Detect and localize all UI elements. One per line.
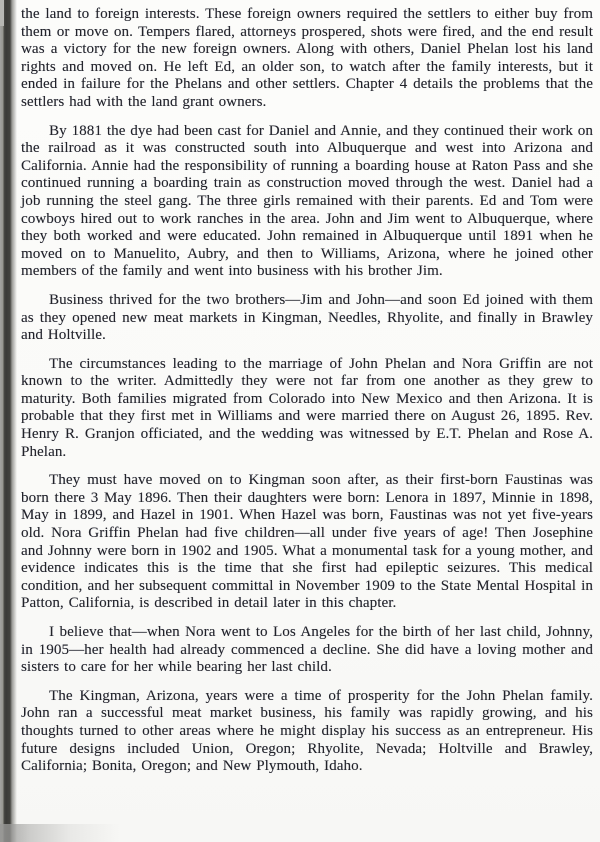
paragraph-marriage: The circumstances leading to the marriage of John Phelan and Nora Griffin are not known to the writer. Admittedly they were not far from one another as they grew to maturity. Both families migrated from Colorado into New Mexico and then Arizona. It is probable that they first met in Williams and were married there on August 26, 1895. Rev. Henry R. Granjon officiated, and the wedding was witnessed by E.T. Phelan and Rose A. Phelan. <box>21 355 593 460</box>
paragraph-meat-markets: Business thrived for the two brothers—Jim and John—and soon Ed joined with them as they opened new meat markets in Kingman, Needles, Rhyolite, and finally in Brawley and Holtville. <box>21 291 593 344</box>
paragraph-continued-from-previous-page: the land to foreign interests. These foreign owners required the settlers to either buy from them or move on. Tempers flared, attorneys prospered, shots were fired, and the end result was a victory for the new foreign owners. Along with others, Daniel Phelan lost his land rights and moved on. He left Ed, an older son, to watch after the family interests, but it ended in failure for the Phelans and other settlers. Chapter 4 details the problems that the settlers had with the land grant owners. <box>21 6 593 110</box>
page-text-block <box>21 6 593 787</box>
paragraph-nora-health: I believe that—when Nora went to Los Angeles for the birth of her last child, Johnny, in 1905—her health had already commenced a decline. She did have a loving mother and sisters to care for her while bearing her last child. <box>21 624 593 676</box>
binding-shadow-left <box>0 0 18 842</box>
paragraph-kingman-prosperity: The Kingman, Arizona, years were a time of prosperity for the John Phelan family. John ran a successful meat market business, his family was rapidly growing, and his thoughts turned to other areas where he might display his success as an entrepreneur. His future designs included Union, Oregon; Rhyolite, Nevada; Holtville and Brawley, California; Bonita, Oregon; and New Plymouth, Idaho. <box>21 687 593 775</box>
paragraph-children: They must have moved on to Kingman soon after, as their first-born Faustinas was born there 3 May 1896. Then their daughters were born: Lenora in 1897, Minnie in 1898, May in 1899, and Hazel in 1901. When Hazel was born, Faustinas was not yet five-years old. Nora Griffin Phelan had five children—all under five years of age! Then Josephine and Johnny were born in 1902 and 1905. What a monumental task for a young mother, and evidence indicates this is the time that she first had epileptic seizures. This medical condition, and her subsequent committal in November 1909 to the State Mental Hospital in Patton, California, is described in detail later in this chapter. <box>21 472 593 612</box>
scan-smudge-bottom-left <box>0 824 120 842</box>
scan-smudge-top-left <box>0 0 4 26</box>
paragraph-railroad-1881: By 1881 the dye had been cast for Daniel and Annie, and they continued their work on the railroad as it was constructed south into Albuquerque and west into Arizona and California. Annie had the responsibility of running a boarding house at Raton Pass and she continued running a boarding train as construction moved through the west. Daniel had a job running the steel gang. The three girls remained with their parents. Ed and Tom were cowboys hired out to work ranches in the area. John and Jim went to Albuquerque, where they both worked and were educated. John remained in Albuquerque until 1891 when he moved on to Manuelito, Aubry, and then to Williams, Arizona, where he joined other members of the family and went into business with his brother Jim. <box>21 122 593 280</box>
